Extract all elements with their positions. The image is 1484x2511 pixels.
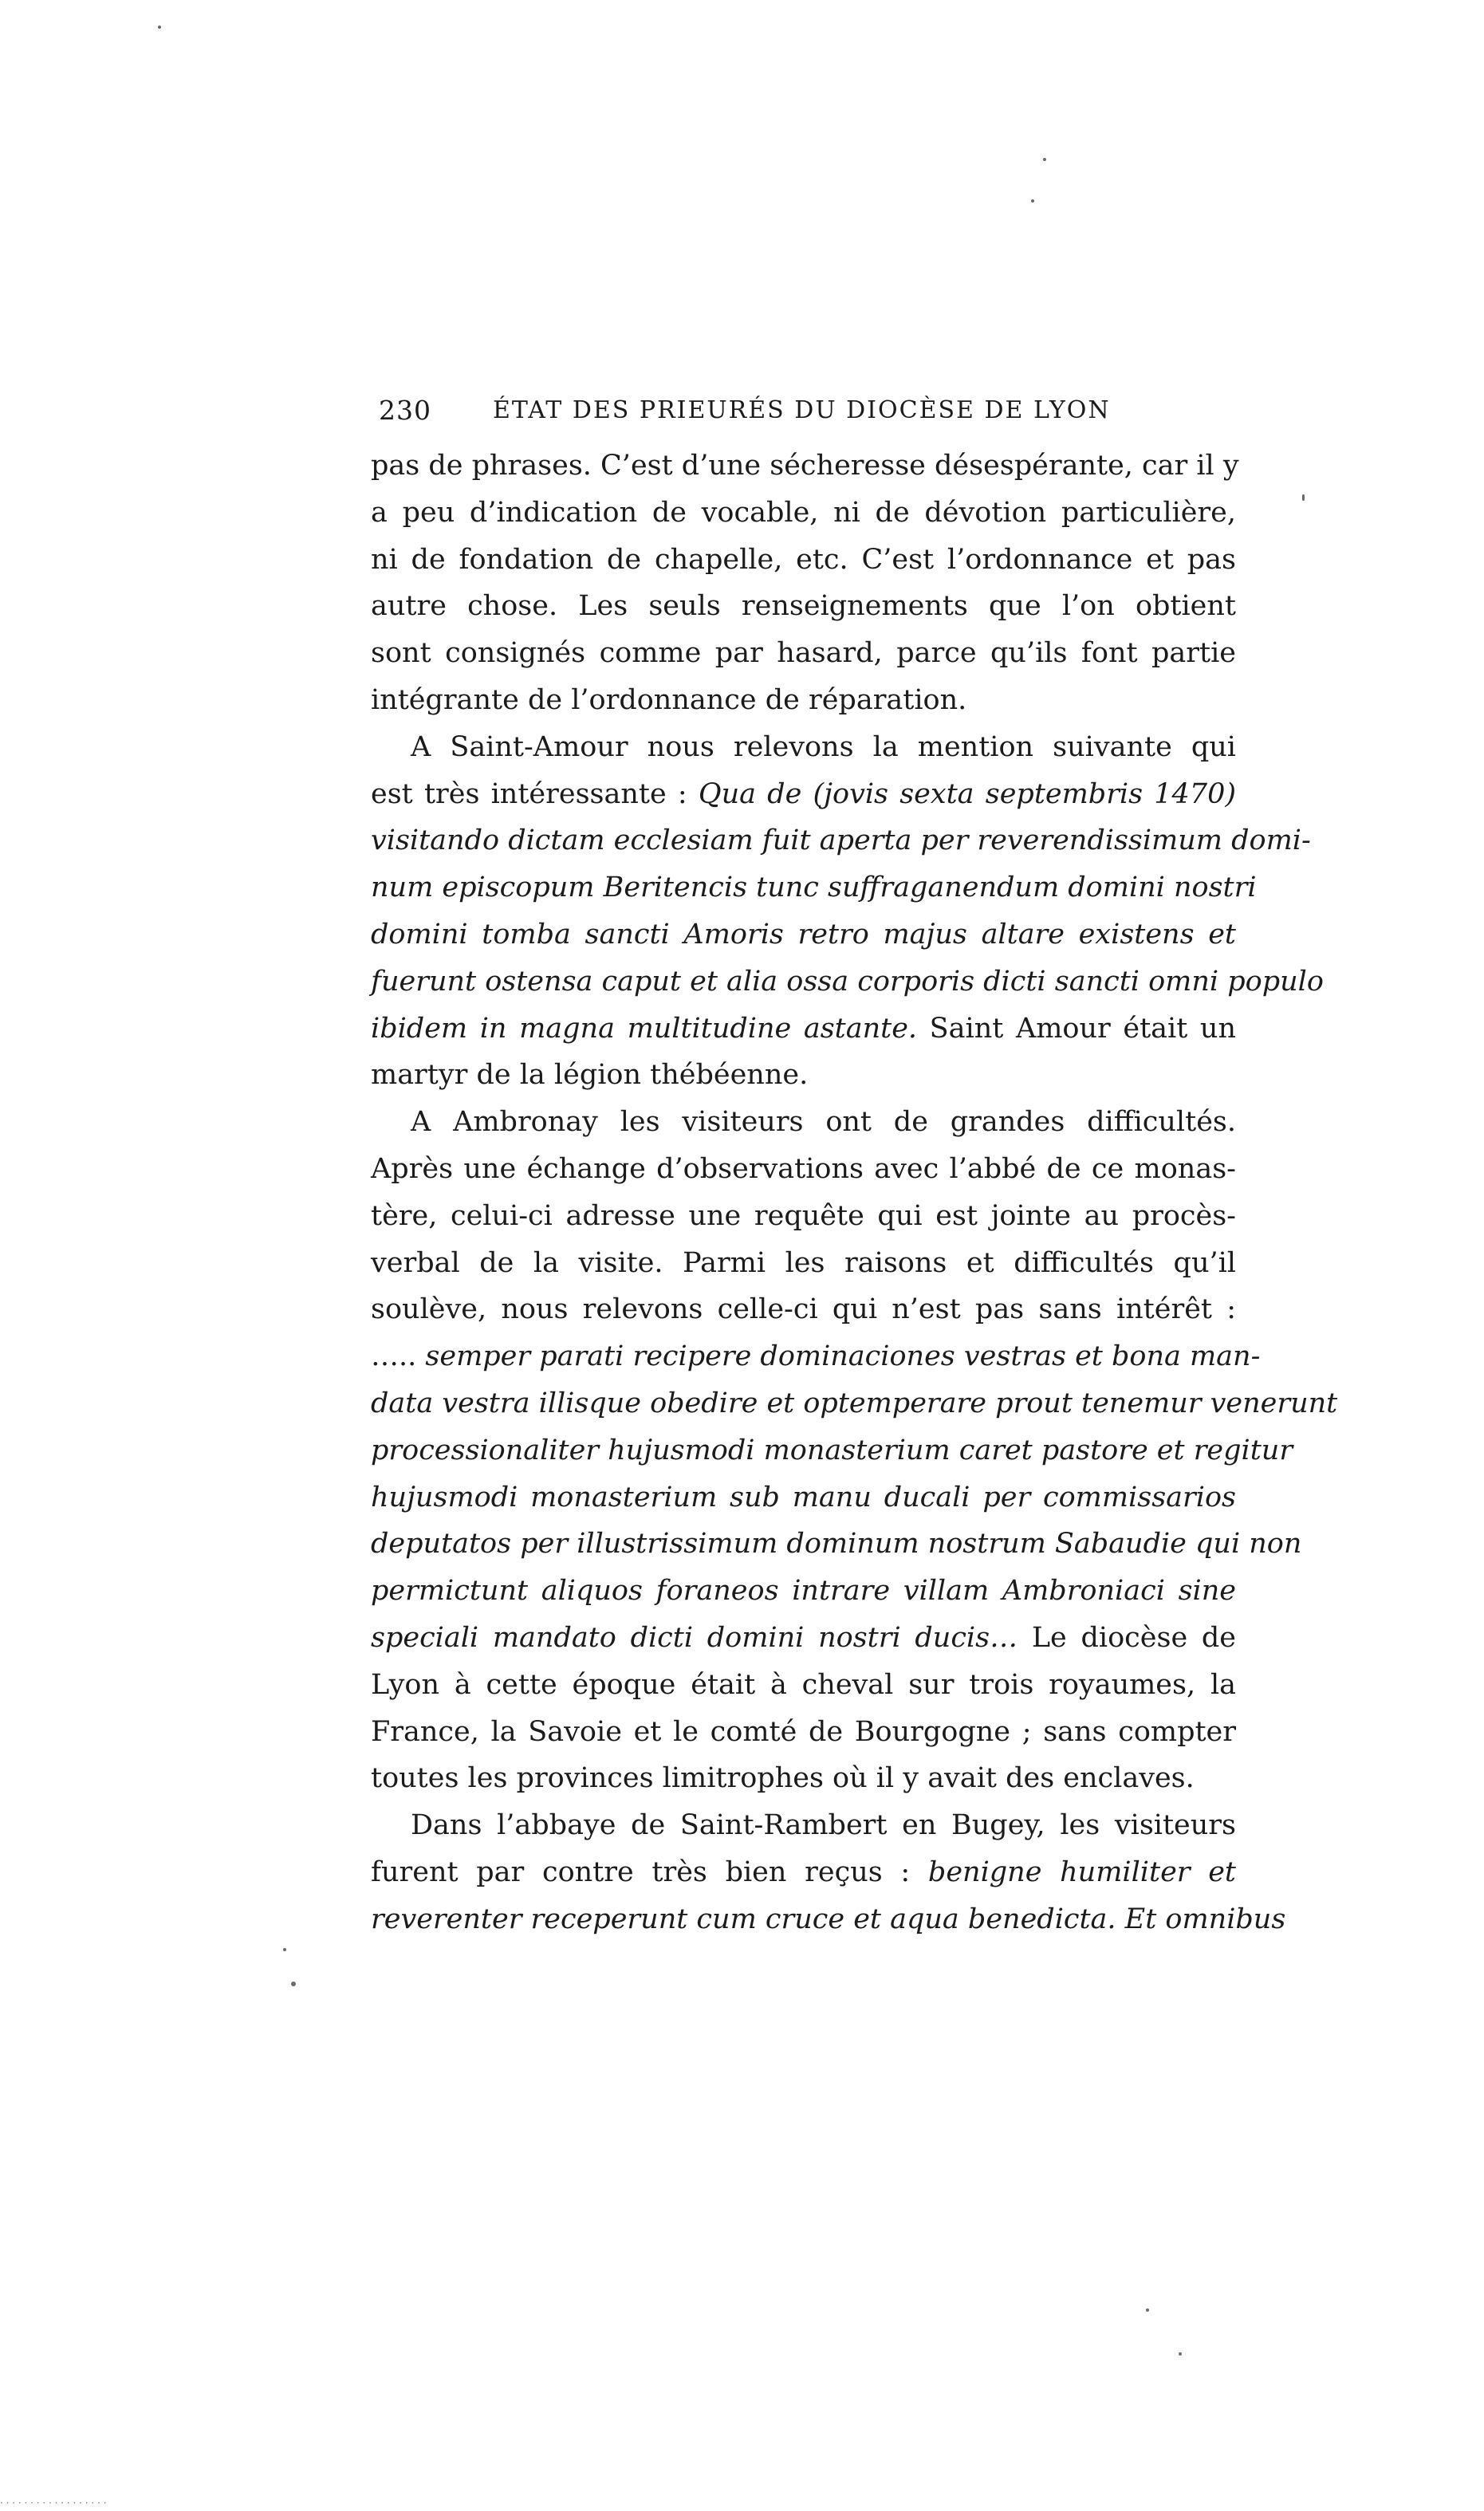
- text-line: A Saint-Amour nous relevons la mention suivante qui: [411, 730, 1236, 763]
- text-line: reverenter receperunt cum cruce et aqua benedicta. Et omnibus: [371, 1903, 1286, 1935]
- text-line: A Ambronay les visiteurs ont de grandes difficultés.: [411, 1106, 1236, 1139]
- text-line: soulève, nous relevons celle-ci qui n’est pas sans intérêt :: [371, 1293, 1236, 1326]
- text-line: ….. semper parati recipere dominaciones vestras et bona man-: [371, 1340, 1261, 1373]
- text-line: permictunt aliquos foraneos intrare villam Ambroniaci sine: [371, 1575, 1236, 1608]
- scan-speck: [1031, 199, 1034, 203]
- scan-speck: [158, 26, 161, 29]
- text-line: domini tomba sancti Amoris retro majus altare existens et: [371, 918, 1236, 950]
- text-line: martyr de la légion thébéenne.: [371, 1059, 809, 1092]
- text-line: speciali mandato dicti domini nostri ducis… Le diocèse de: [371, 1621, 1237, 1654]
- scan-speck: [1302, 494, 1305, 501]
- scan-speck: [1043, 158, 1046, 161]
- scan-speck: [1179, 2352, 1182, 2356]
- text-line: pas de phrases. C’est d’une sécheresse désespérante, car il y: [371, 450, 1239, 482]
- text-line: ibidem in magna multitudine astante. Saint Amour était un: [371, 1012, 1236, 1045]
- text-line: France, la Savoie et le comté de Bourgogne ; sans compter: [371, 1715, 1236, 1748]
- running-title: ÉTAT DES PRIEURÉS DU DIOCÈSE DE LYON: [493, 396, 1111, 424]
- text-line: est très intéressante : Qua de (jovis sexta septembris 1470): [371, 777, 1237, 810]
- text-line: a peu d’indication de vocable, ni de dévotion particulière,: [371, 496, 1236, 529]
- text-line: processionaliter hujusmodi monasterium caret pastore et regitur: [371, 1434, 1293, 1466]
- running-head: [379, 391, 1296, 431]
- text-line: intégrante de l’ordonnance de réparation.: [371, 683, 967, 716]
- text-line: data vestra illisque obedire et optemperare prout tenemur venerunt: [371, 1387, 1338, 1419]
- text-line: Lyon à cette époque était à cheval sur trois royaumes, la: [371, 1668, 1236, 1701]
- text-line: toutes les provinces limitrophes où il y avait des enclaves.: [371, 1762, 1195, 1795]
- text-line: visitando dictam ecclesiam fuit aperta per reverendissimum domi-: [371, 825, 1311, 857]
- text-line: fuerunt ostensa caput et alia ossa corporis dicti sancti omni populo: [371, 965, 1324, 998]
- text-line: furent par contre très bien reçus : benigne humiliter et: [371, 1856, 1236, 1888]
- scan-speck: [283, 1948, 286, 1951]
- text-line: tère, celui-ci adresse une requête qui est jointe au procès-: [371, 1199, 1236, 1232]
- text-line: verbal de la visite. Parmi les raisons et difficultés qu’il: [371, 1246, 1236, 1279]
- text-line: num episcopum Beritencis tunc suffraganendum domini nostri: [371, 872, 1257, 904]
- text-line: Après une échange d’observations avec l’abbé de ce monas-: [371, 1152, 1236, 1185]
- text-line: autre chose. Les seuls renseignements que l’on obtient: [371, 590, 1236, 623]
- scan-speck: [1146, 2308, 1149, 2312]
- text-line: hujusmodi monasterium sub manu ducali per commissarios: [371, 1481, 1236, 1513]
- scan-edge-mark: · · · · · · · · · · · · · · · · · ·: [0, 2497, 107, 2509]
- page-number: 230: [379, 395, 431, 426]
- scan-speck: [291, 1982, 296, 1986]
- body-text: [371, 443, 1338, 1943]
- text-line: Dans l’abbaye de Saint-Rambert en Bugey, les visiteurs: [411, 1809, 1236, 1842]
- text-line: deputatos per illustrissimum dominum nostrum Sabaudie qui non: [371, 1528, 1302, 1561]
- text-line: sont consignés comme par hasard, parce qu’ils font partie: [371, 637, 1236, 670]
- text-line: ni de fondation de chapelle, etc. C’est l’ordonnance et pas: [371, 543, 1236, 576]
